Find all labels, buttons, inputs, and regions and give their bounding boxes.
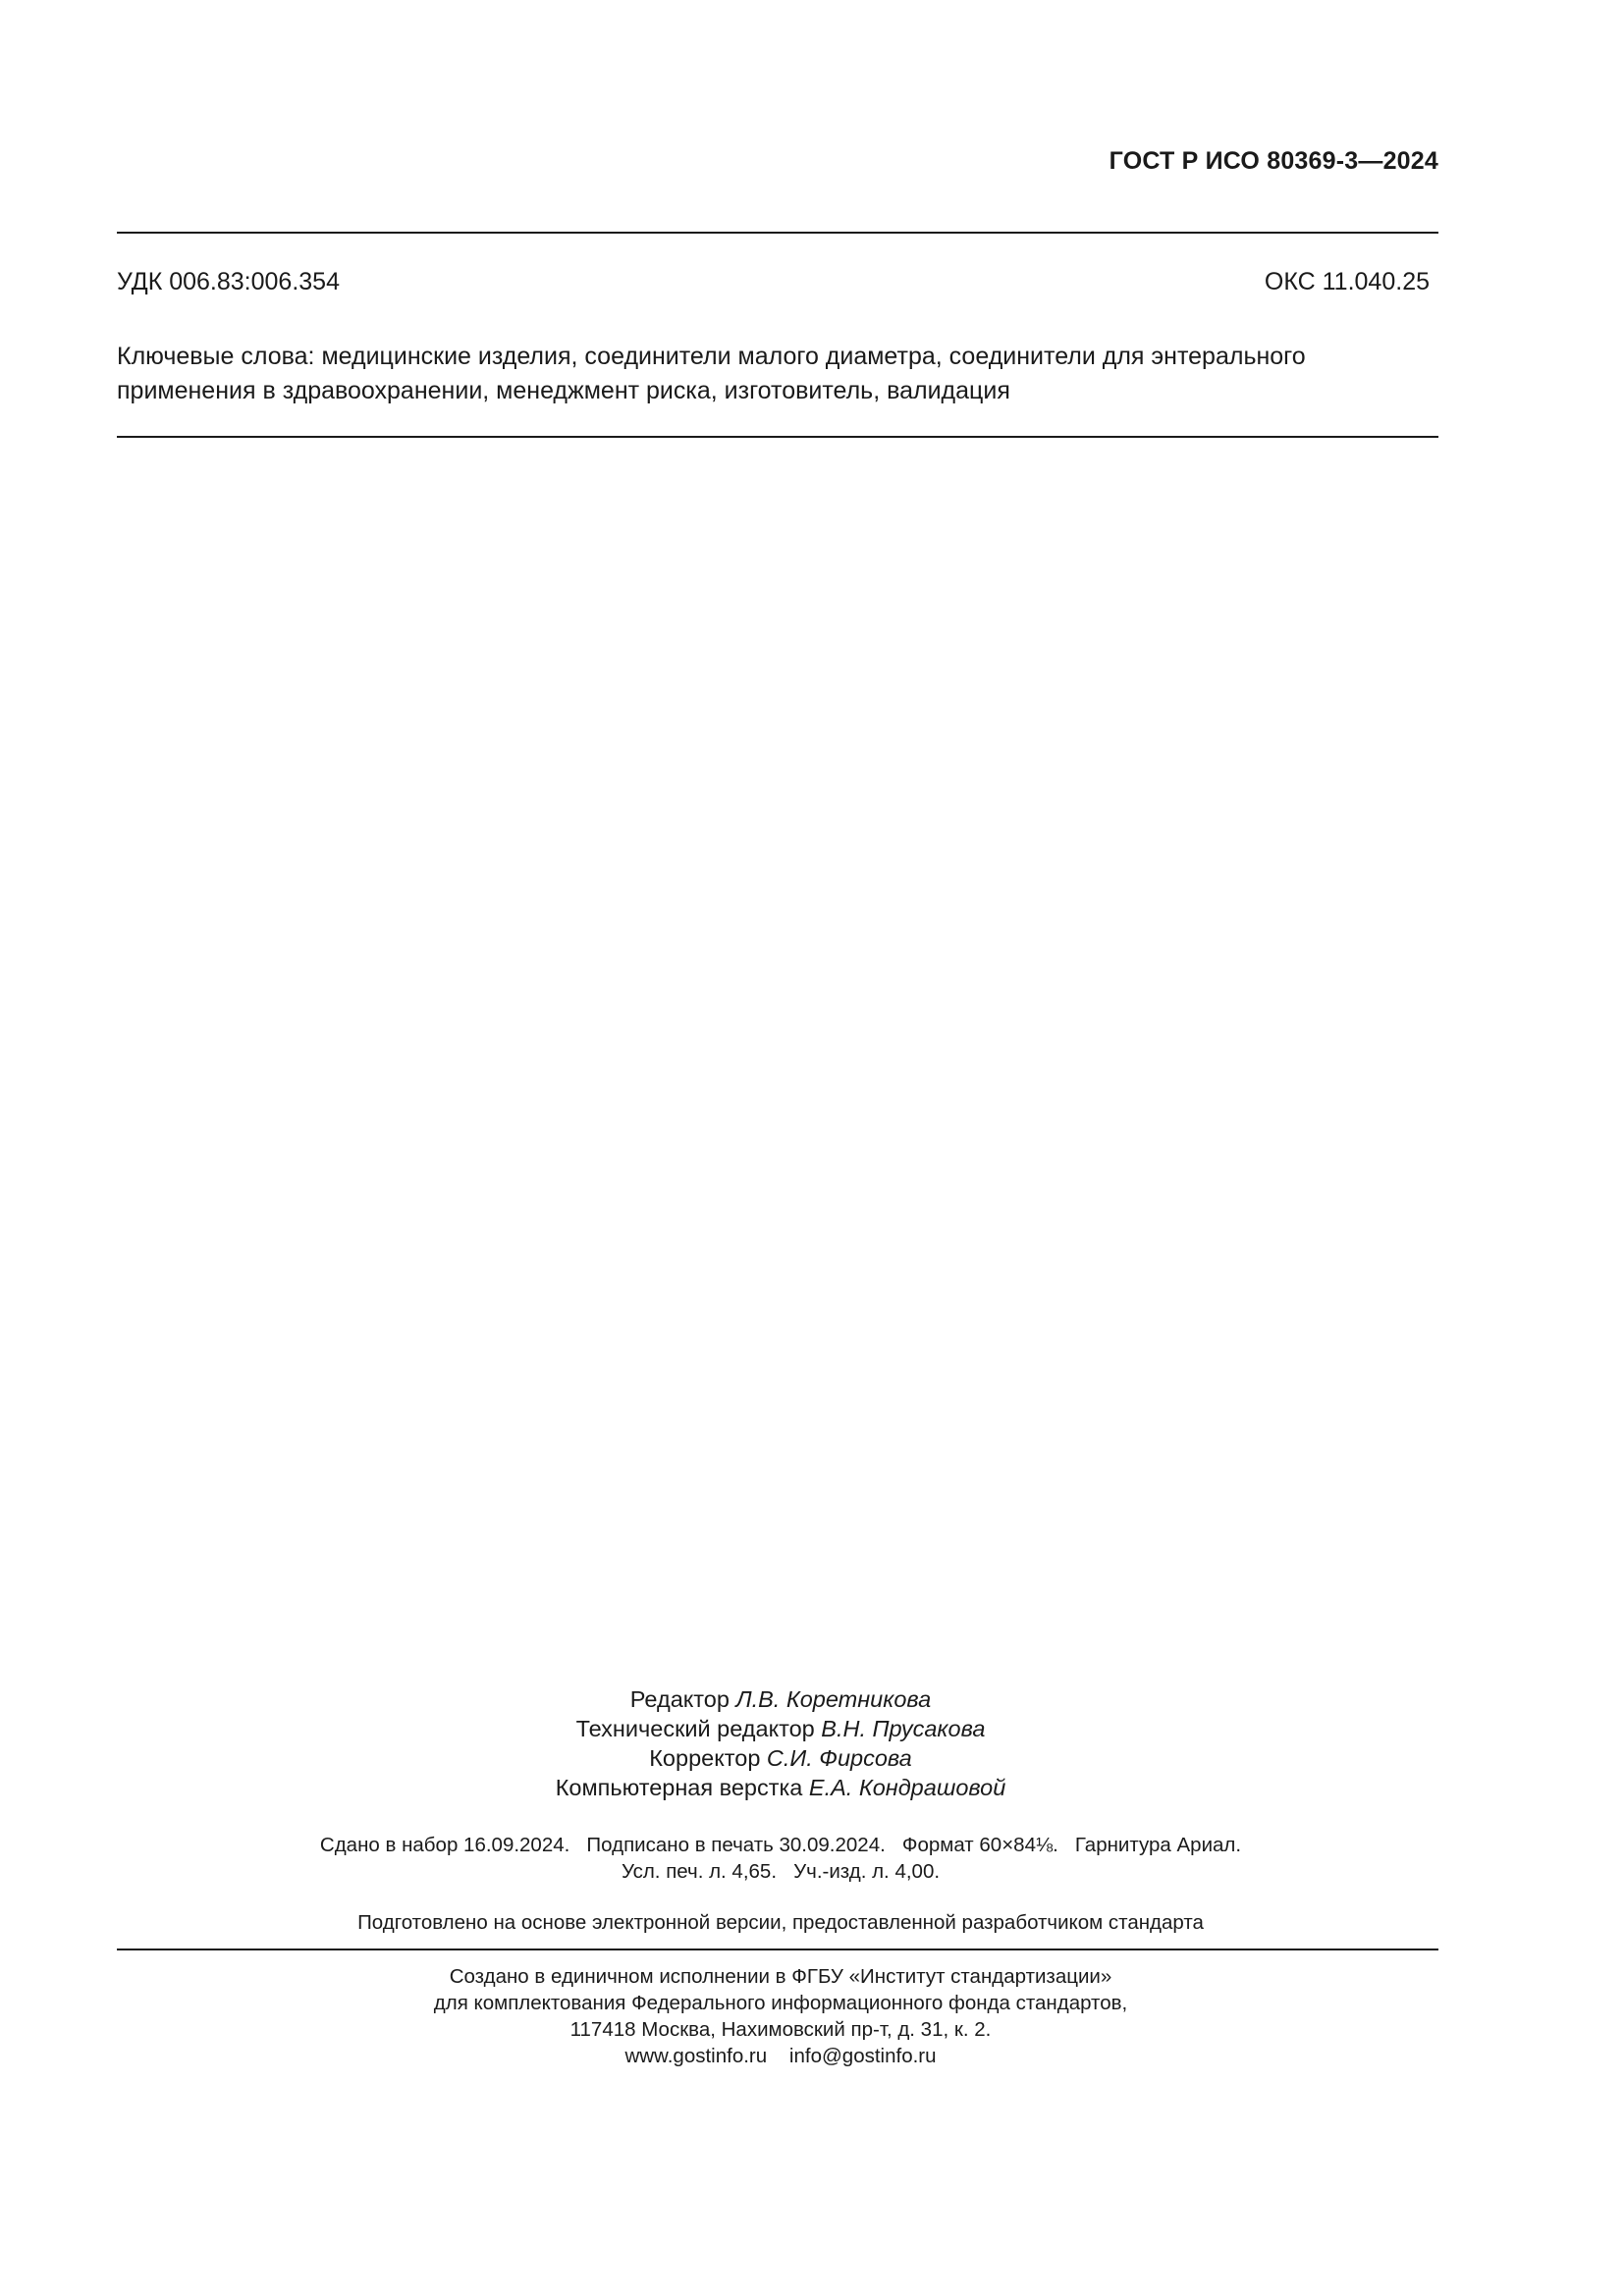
print-info-line-2: Усл. печ. л. 4,65. Уч.-изд. л. 4,00. <box>621 1860 941 1883</box>
credit-name: Л.В. Коретникова <box>735 1686 932 1712</box>
print-info <box>0 1832 1561 1885</box>
oks-code: ОКС 11.040.25 <box>1264 268 1430 295</box>
created-line-2: для комплектования Федерального информационного фонда стандартов, <box>433 1992 1128 2014</box>
keywords-line-2: применения в здравоохранении, менеджмент риска, изготовитель, валидация <box>117 377 1010 404</box>
credit-layout <box>0 1773 1561 1802</box>
created-line-1: Создано в единичном исполнении в ФГБУ «Институт стандартизации» <box>449 1965 1112 1988</box>
credits-block <box>0 1684 1561 1802</box>
bottom-divider <box>117 1949 1438 1950</box>
credit-name: Е.А. Кондрашовой <box>808 1775 1006 1800</box>
credit-proofreader <box>0 1743 1561 1773</box>
created-contacts: www.gostinfo.ru info@gostinfo.ru <box>624 2045 937 2067</box>
credit-role: Технический редактор <box>575 1716 822 1741</box>
udk-code: УДК 006.83:006.354 <box>117 268 340 295</box>
keywords-divider <box>117 436 1438 438</box>
credit-technical-editor <box>0 1714 1561 1743</box>
created-block <box>0 1963 1561 2069</box>
credit-name: В.Н. Прусакова <box>821 1716 986 1741</box>
credit-editor <box>0 1684 1561 1714</box>
keywords-line-1: Ключевые слова: медицинские изделия, соединители малого диаметра, соединители для энтерального <box>117 343 1306 370</box>
credit-role: Корректор <box>649 1745 767 1771</box>
prepared-note: Подготовлено на основе электронной версии, предоставленной разработчиком стандарта <box>357 1911 1204 1934</box>
keywords-block <box>117 340 1442 408</box>
standard-code: ГОСТ Р ИСО 80369-3—2024 <box>1109 147 1438 175</box>
credit-role: Компьютерная верстка <box>555 1775 809 1800</box>
created-line-3: 117418 Москва, Нахимовский пр-т, д. 31, к. 2. <box>569 2018 992 2041</box>
credit-name: С.И. Фирсова <box>766 1745 912 1771</box>
top-divider <box>117 232 1438 234</box>
credit-role: Редактор <box>629 1686 736 1712</box>
print-info-line-1: Сдано в набор 16.09.2024. Подписано в печать 30.09.2024. Формат 60×84⅛. Гарнитура Ариал. <box>319 1834 1242 1856</box>
